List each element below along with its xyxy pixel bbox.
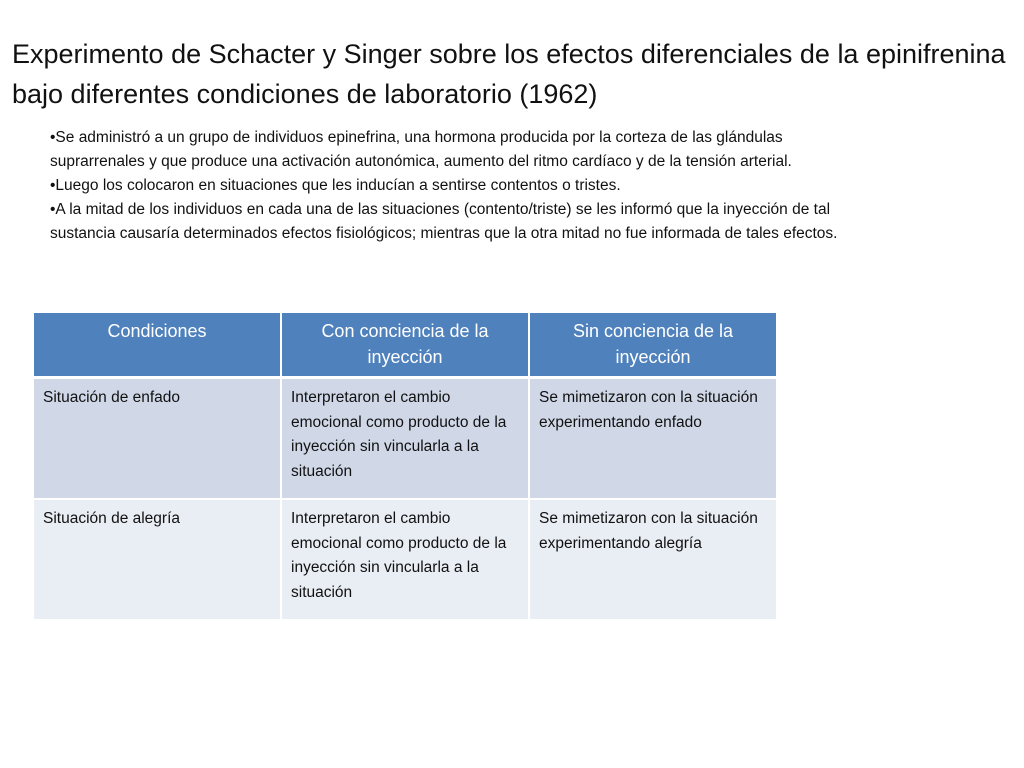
bullet-item: •Se administró a un grupo de individuos epinefrina, una hormona producida por la corteza de las glándulas suprarrenales y que produce una activación autonómica, aumento del ritmo cardíaco y de la tensión arterial. [50, 129, 792, 170]
header-condiciones: Condiciones [33, 312, 281, 378]
table-cell: Se mimetizaron con la situación experimentando enfado [529, 378, 777, 500]
table-cell: Interpretaron el cambio emocional como producto de la inyección sin vincularla a la situación [281, 378, 529, 500]
table-cell: Se mimetizaron con la situación experimentando alegría [529, 499, 777, 620]
table-header-row [33, 312, 777, 378]
table-cell: Interpretaron el cambio emocional como producto de la inyección sin vincularla a la situación [281, 499, 529, 620]
table-row [33, 378, 777, 500]
bullet-item: •A la mitad de los individuos en cada una de las situaciones (contento/triste) se les informó que la inyección de tal sustancia causaría determinados efectos fisiológicos; mientras que la otra mitad no fue informada de tales efectos. [50, 201, 838, 242]
header-sin-conciencia: Sin conciencia de la inyección [529, 312, 777, 378]
table-cell: Situación de enfado [33, 378, 281, 500]
bullet-item: •Luego los colocaron en situaciones que les inducían a sentirse contentos o tristes. [50, 177, 621, 194]
slide-title: Experimento de Schacter y Singer sobre los efectos diferenciales de la epinifrenina bajo diferentes condiciones de laboratorio (1962) [12, 39, 1006, 109]
table-cell: Situación de alegría [33, 499, 281, 620]
table-row [33, 499, 777, 620]
bullet-list [50, 126, 870, 246]
header-con-conciencia: Con conciencia de la inyección [281, 312, 529, 378]
conditions-table [32, 311, 778, 621]
